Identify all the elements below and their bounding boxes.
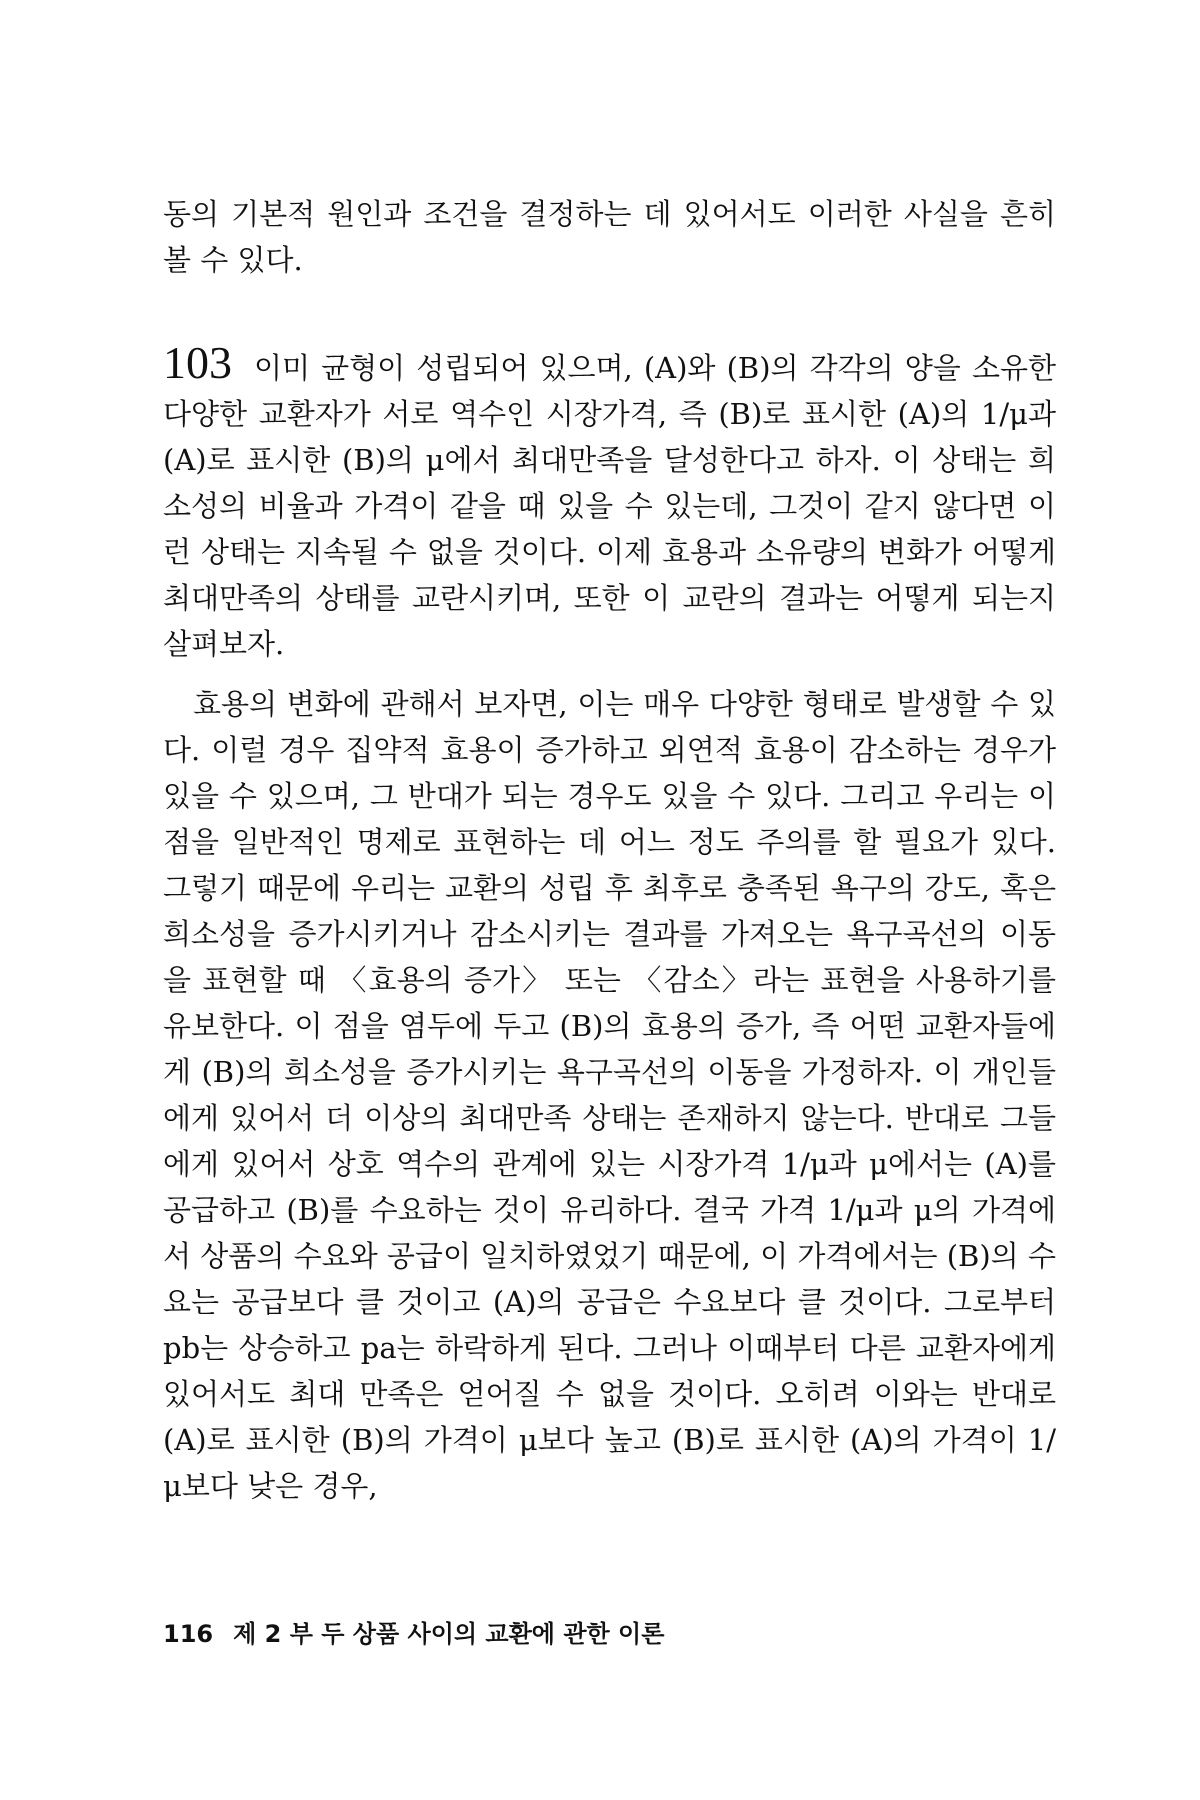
section-103-text: 이미 균형이 성립되어 있으며, (A)와 (B)의 각각의 양을 소유한 다양한 교환자가 서로 역수인 시장가격, 즉 (B)로 표시한 (A)의 1/μ과 (A)로 표시한 (B)의 μ에서 최대만족을 달성한다고 하자. 이 상태는 희소성의 비율과 가격이 같을 때 있을 수 있는데, 그것이 같지 않다면 이런 상태는 지속될 수 없을 것이다. 이제 효용과 소유량의 변화가 어떻게 최대만족의 상태를 교란시키며, 또한 이 교란의 결과는 어떻게 되는지 살펴보자.	[163, 351, 1056, 661]
running-head: 제 2 부 두 상품 사이의 교환에 관한 이론	[233, 1620, 665, 1648]
continuation-paragraph: 동의 기본적 원인과 조건을 결정하는 데 있어서도 이러한 사실을 흔히 볼 수 있다.	[163, 197, 1056, 277]
utility-change-paragraph: 효용의 변화에 관해서 보자면, 이는 매우 다양한 형태로 발생할 수 있다. 이럴 경우 집약적 효용이 증가하고 외연적 효용이 감소하는 경우가 있을 수 있으며, 그 반대가 되는 경우도 있을 수 있다. 그리고 우리는 이 점을 일반적인 명제로 표현하는 데 어느 정도 주의를 할 필요가 있다. 그렇기 때문에 우리는 교환의 성립 후 최후로 충족된 욕구의 강도, 혹은 희소성을 증가시키거나 감소시키는 결과를 가져오는 욕구곡선의 이동을 표현할 때 〈효용의 증가〉 또는 〈감소〉라는 표현을 사용하기를 유보한다. 이 점을 염두에 두고 (B)의 효용의 증가, 즉 어떤 교환자들에게 (B)의 희소성을 증가시키는 욕구곡선의 이동을 가정하자. 이 개인들에게 있어서 더 이상의 최대만족 상태는 존재하지 않는다. 반대로 그들에게 있어서 상호 역수의 관계에 있는 시장가격 1/μ과 μ에서는 (A)를 공급하고 (B)를 수요하는 것이 유리하다. 결국 가격 1/μ과 μ의 가격에서 상품의 수요와 공급이 일치하였었기 때문에, 이 가격에서는 (B)의 수요는 공급보다 클 것이고 (A)의 공급은 수요보다 클 것이다. 그로부터 pb는 상승하고 pa는 하락하게 된다. 그러나 이때부터 다른 교환자에게 있어서도 최대 만족은 얻어질 수 없을 것이다. 오히려 이와는 반대로 (A)로 표시한 (B)의 가격이 μ보다 높고 (B)로 표시한 (A)의 가격이 1/μ보다 낮은 경우,	[163, 687, 1056, 1503]
page-footer	[163, 1614, 664, 1649]
page-number: 116	[163, 1620, 214, 1648]
section-103-paragraph	[163, 337, 1056, 667]
section-number: 103	[163, 337, 232, 388]
